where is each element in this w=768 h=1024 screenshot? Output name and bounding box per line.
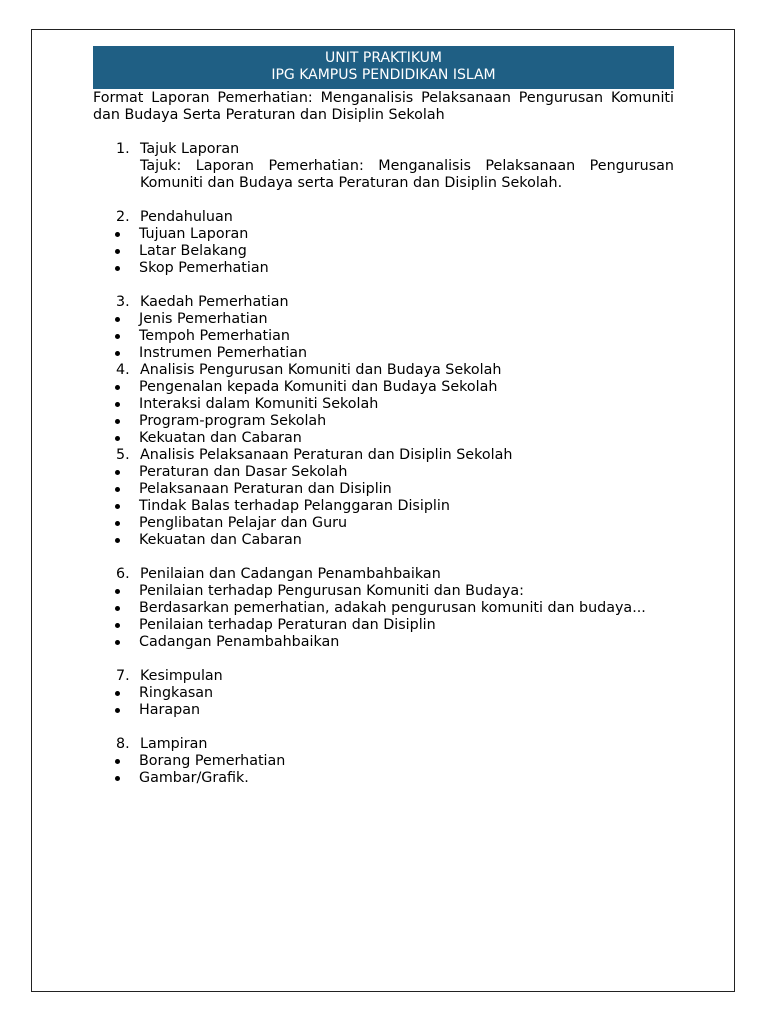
section-item <box>93 362 674 379</box>
bullet-item: Pelaksanaan Peraturan dan Disiplin <box>93 481 674 498</box>
section-item <box>93 294 674 311</box>
bullet-item: Program-program Sekolah <box>93 413 674 430</box>
spacer <box>93 549 674 566</box>
bullet-item: Interaksi dalam Komuniti Sekolah <box>93 396 674 413</box>
spacer <box>93 124 674 141</box>
section-title: Pendahuluan <box>140 209 233 225</box>
bullet-item: Cadangan Penambahbaikan <box>93 634 674 651</box>
spacer <box>93 651 674 668</box>
bullet-item: Penglibatan Pelajar dan Guru <box>93 515 674 532</box>
bullet-item: Tindak Balas terhadap Pelanggaran Disiplin <box>93 498 674 515</box>
bullet-item: Tempoh Pemerhatian <box>93 328 674 345</box>
bullet-item: Pengenalan kepada Komuniti dan Budaya Sekolah <box>93 379 674 396</box>
section-number: 5. <box>116 447 130 463</box>
section-item <box>93 141 674 192</box>
section-item <box>93 668 674 685</box>
bullet-item: Borang Pemerhatian <box>93 753 674 770</box>
intro-text: Format Laporan Pemerhatian: Menganalisis Pelaksanaan Pengurusan Komuniti dan Budaya Serta Peraturan dan Disiplin Sekolah <box>93 90 674 123</box>
spacer <box>93 192 674 209</box>
spacer <box>93 277 674 294</box>
document-page <box>31 29 735 992</box>
section-title: Kaedah Pemerhatian <box>140 294 289 310</box>
bullet-list <box>93 226 674 277</box>
section-number: 6. <box>116 566 130 582</box>
section-number: 2. <box>116 209 130 225</box>
bullet-item: Penilaian terhadap Pengurusan Komuniti dan Budaya: <box>93 583 674 600</box>
bullet-item: Tujuan Laporan <box>93 226 674 243</box>
section-number: 7. <box>116 668 130 684</box>
bullet-list <box>93 685 674 719</box>
section-title: Analisis Pelaksanaan Peraturan dan Disiplin Sekolah <box>140 447 513 463</box>
section-title: Penilaian dan Cadangan Penambahbaikan <box>140 566 441 582</box>
bullet-list <box>93 583 674 651</box>
bullet-list <box>93 311 674 362</box>
spacer <box>93 719 674 736</box>
bullet-item: Kekuatan dan Cabaran <box>93 430 674 447</box>
section-number: 3. <box>116 294 130 310</box>
header-banner <box>93 46 674 89</box>
bullet-item: Instrumen Pemerhatian <box>93 345 674 362</box>
section-number: 8. <box>116 736 130 752</box>
section-item <box>93 447 674 464</box>
bullet-list <box>93 379 674 447</box>
bullet-list <box>93 464 674 549</box>
section-title: Lampiran <box>140 736 208 752</box>
section-title: Tajuk Laporan <box>140 141 240 157</box>
section-item <box>93 209 674 226</box>
bullet-item: Peraturan dan Dasar Sekolah <box>93 464 674 481</box>
section-item <box>93 736 674 753</box>
bullet-item: Gambar/Grafik. <box>93 770 674 787</box>
section-list <box>93 141 674 787</box>
bullet-item: Harapan <box>93 702 674 719</box>
section-item <box>93 566 674 583</box>
bullet-list <box>93 753 674 787</box>
bullet-item: Skop Pemerhatian <box>93 260 674 277</box>
bullet-item: Jenis Pemerhatian <box>93 311 674 328</box>
section-number: 4. <box>116 362 130 378</box>
banner-title: UNIT PRAKTIKUM <box>325 50 442 66</box>
bullet-item: Penilaian terhadap Peraturan dan Disiplin <box>93 617 674 634</box>
document-content <box>93 46 674 787</box>
bullet-item: Ringkasan <box>93 685 674 702</box>
section-title: Analisis Pengurusan Komuniti dan Budaya Sekolah <box>140 362 502 378</box>
section-text: Tajuk: Laporan Pemerhatian: Menganalisis Pelaksanaan Pengurusan Komuniti dan Budaya serta Peraturan dan Disiplin Sekolah. <box>140 158 674 191</box>
section-title: Kesimpulan <box>140 668 223 684</box>
section-number: 1. <box>116 141 130 157</box>
banner-subtitle: IPG KAMPUS PENDIDIKAN ISLAM <box>271 67 496 83</box>
bullet-item: Latar Belakang <box>93 243 674 260</box>
bullet-item: Berdasarkan pemerhatian, adakah pengurusan komuniti dan budaya... <box>93 600 674 617</box>
bullet-item: Kekuatan dan Cabaran <box>93 532 674 549</box>
